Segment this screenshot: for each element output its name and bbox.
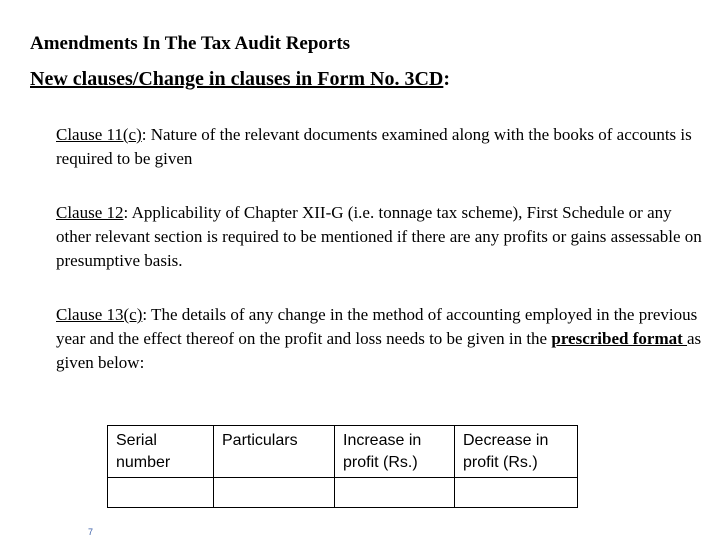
clause-ref: Clause 11(c) [56, 125, 142, 144]
clause-text: : The details of any change in the method of accounting employed in the previous year and the effect thereof on the profit and loss needs to be given in the [56, 305, 698, 348]
prescribed-format-emphasis: prescribed format [551, 329, 688, 348]
clause-12-paragraph [56, 201, 706, 273]
header-particulars: Particulars [214, 426, 335, 478]
clause-text-end: as given below: [56, 329, 702, 372]
clause-ref: Clause 13(c) [56, 305, 143, 324]
table-cell [214, 478, 335, 508]
slide-title: Amendments In The Tax Audit Reports [30, 33, 351, 54]
header-increase-in-profit: Increase in profit (Rs.) [335, 426, 455, 478]
clause-11c-paragraph [56, 123, 706, 171]
clause-ref: Clause 12 [56, 203, 124, 222]
clause-text: : Nature of the relevant documents examined along with the books of accounts is required to be given [56, 125, 692, 168]
table-cell [455, 478, 578, 508]
subtitle-colon: : [443, 68, 451, 90]
subtitle-text: New clauses/Change in clauses in Form No. 3CD [30, 68, 444, 90]
page-number: 7 [88, 527, 94, 537]
header-serial-number: Serial number [108, 426, 214, 478]
table-row [108, 478, 578, 508]
slide-subtitle [30, 68, 450, 91]
table-header-row [108, 426, 578, 478]
clause-13c-paragraph [56, 303, 706, 375]
header-decrease-in-profit: Decrease in profit (Rs.) [455, 426, 578, 478]
table-cell [335, 478, 455, 508]
prescribed-format-table [107, 425, 578, 508]
table-cell [108, 478, 214, 508]
clause-text: : Applicability of Chapter XII-G (i.e. tonnage tax scheme), First Schedule or any other relevant section is required to be mentioned if there are any profits or gains assessable on presumptive basis. [56, 203, 702, 270]
